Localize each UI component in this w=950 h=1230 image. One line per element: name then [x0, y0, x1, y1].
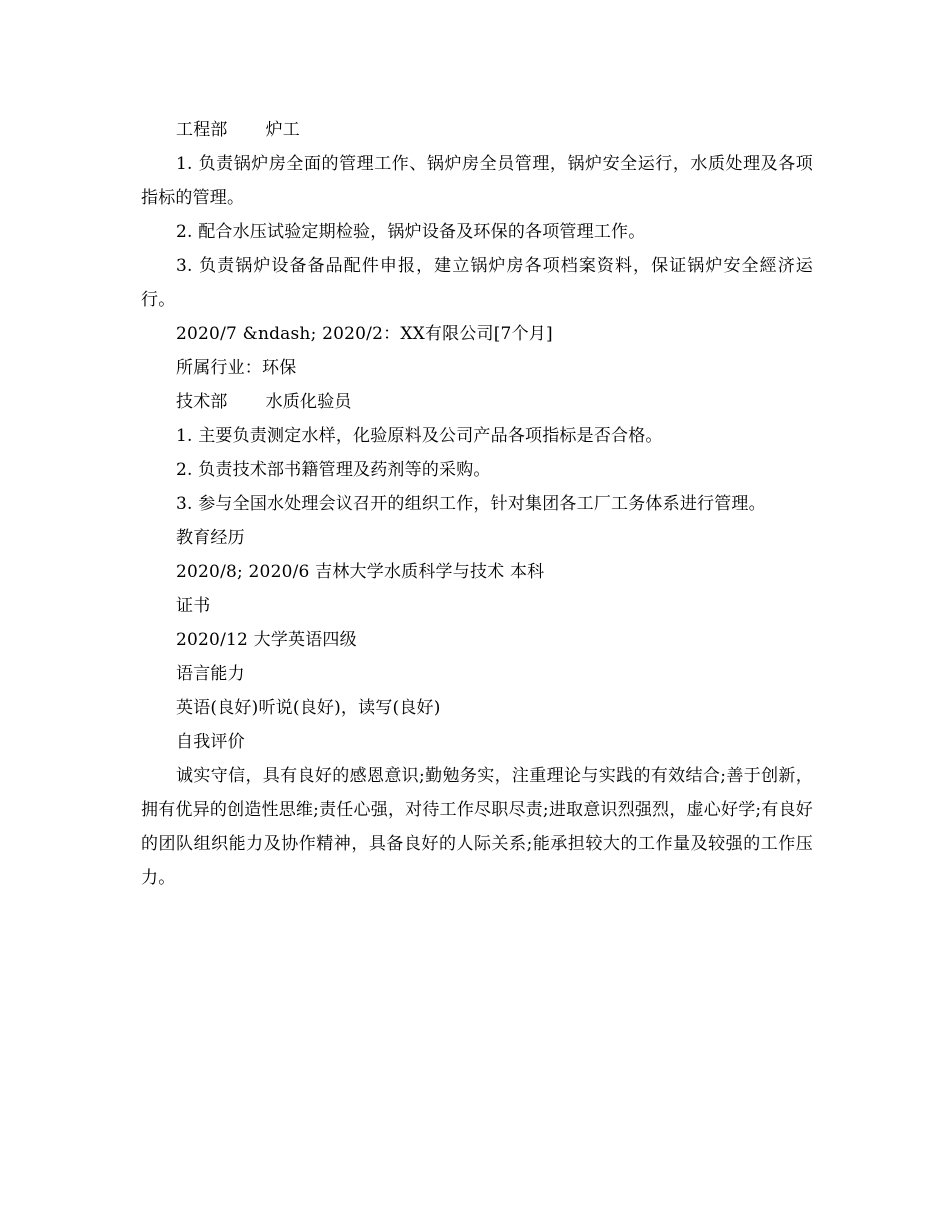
- education-heading: 教育经历: [176, 528, 245, 548]
- certificates-heading: 证书: [176, 596, 211, 616]
- job1-department: 工程部: [176, 120, 228, 140]
- job2-department: 技术部: [176, 392, 228, 412]
- job2-duty-1: 1. 主要负责测定水样，化验原料及公司产品各项指标是否合格。: [176, 426, 663, 446]
- job2-header: [141, 385, 813, 419]
- job2-duty-3: 3. 参与全国水处理会议召开的组织工作，针对集团各工厂工务体系进行管理。: [176, 494, 766, 514]
- job1-position: 炉工: [265, 120, 301, 140]
- job2-industry: 所属行业：环保: [176, 358, 297, 378]
- job1-header: [141, 113, 813, 147]
- resume-content: [141, 113, 813, 895]
- certificates-entry: 2020/12 大学英语四级: [176, 630, 357, 650]
- job2-period: 2020/7 &ndash; 2020/2：XX有限公司[7个月]: [176, 324, 553, 344]
- self-evaluation-text: 诚实守信，具有良好的感恩意识;勤勉务实，注重理论与实践的有效结合;善于创新，拥有优异的创造性思维;责任心强，对待工作尽职尽责;进取意识烈强烈，虚心好学;有良好的团队组织能力及协作精神，具备良好的人际关系;能承担较大的工作量及较强的工作压力。: [141, 766, 813, 888]
- job1-duty-3: 3. 负责锅炉设备备品配件申报，建立锅炉房各项档案资料，保证锅炉安全經济运行。: [141, 256, 813, 310]
- job2-duty-2: 2. 负责技术部书籍管理及药剂等的采购。: [176, 460, 491, 480]
- job1-duty-2: 2. 配合水压试验定期检验，锅炉设备及环保的各项管理工作。: [176, 222, 646, 242]
- language-entry: 英语(良好)听说(良好)，读写(良好): [176, 698, 441, 718]
- job2-position: 水质化验员: [265, 392, 352, 412]
- language-heading: 语言能力: [176, 664, 245, 684]
- job1-duty-1: 1. 负责锅炉房全面的管理工作、锅炉房全员管理，锅炉安全运行，水质处理及各项指标的管理。: [141, 154, 813, 208]
- self-evaluation-heading: 自我评价: [176, 732, 245, 752]
- education-entry: 2020/8; 2020/6 吉林大学水质科学与技术 本科: [176, 562, 545, 582]
